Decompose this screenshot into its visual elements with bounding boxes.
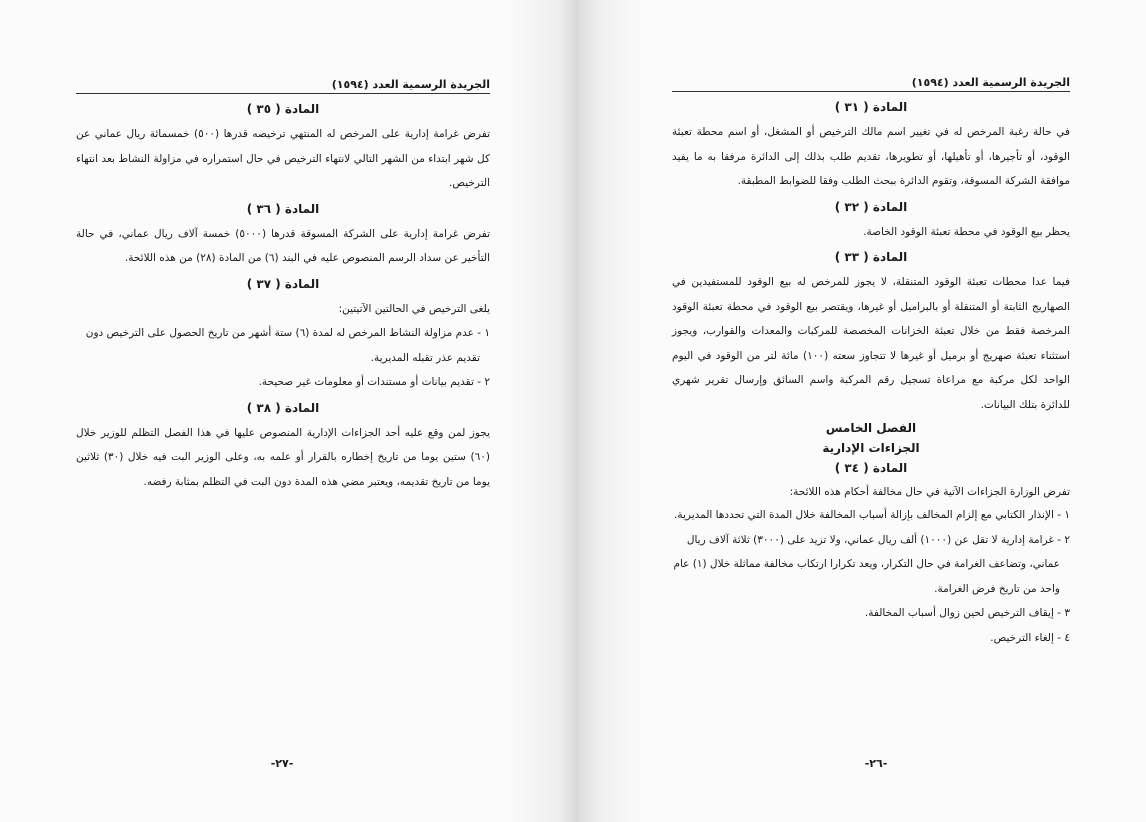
left-page-content [76, 78, 490, 494]
running-header: الجريدة الرسمية العدد (١٥٩٤) [672, 76, 1070, 92]
article-33-title: المادة ( ٣٣ ) [834, 250, 908, 264]
article-34-item: ٤ - إلغاء الترخيص. [990, 631, 1070, 644]
article-35-text: تفرض غرامة إدارية على المرخص له المنتهي ترخيصه قدرها (٥٠٠) خمسمائة ريال عماني عن كل شهر ابتداء من الشهر التالي لانتهاء الترخيص في حال استمراره في مزاولة النشاط بعد انتهاء الترخيص. [76, 128, 490, 189]
article-34-item: ١ - الإنذار الكتابي مع إلزام المخالف بإزالة أسباب المخالفة خلال المدة التي تحددها المديرية. [674, 509, 1070, 521]
article-37-intro: يلغى الترخيص في الحالتين الآتيتين: [338, 302, 490, 315]
right-page [578, 0, 1146, 822]
article-38-text: يجوز لمن وقع عليه أحد الجزاءات الإدارية المنصوص عليها في هذا الفصل التظلم للوزير خلال (٦٠) ستين يوما من تاريخ إخطاره بالقرار أو علمه به، وعلى الوزير البت فيه خلال (٣٠) ثلاثين يوما من تاريخ تقديمه، ويعتبر مضي هذه المدة دون البت في التظلم بمثابة رفضه. [76, 426, 490, 488]
article-32-title: المادة ( ٣٢ ) [834, 199, 908, 214]
chapter-title: الجزاءات الإدارية [822, 441, 920, 455]
article-36-text: تفرض غرامة إدارية على الشركة المسوقة قدرها (٥٠٠٠) خمسة آلاف ريال عماني، في حالة التأخير عن سداد الرسم المنصوص عليه في البند (٦) من المادة (٢٨) من هذه اللائحة. [76, 227, 490, 264]
article-31-title: المادة ( ٣١ ) [834, 100, 908, 114]
page-number: -٢٦- [864, 757, 888, 770]
article-34-intro: تفرض الوزارة الجزاءات الآتية في حال مخالفة أحكام هذه اللائحة: [789, 486, 1070, 498]
article-32-text: يحظر بيع الوقود في محطة تعبئة الوقود الخاصة. [863, 225, 1070, 238]
article-37-item: ٢ - تقديم بيانات أو مستندات أو معلومات غير صحيحة. [258, 376, 490, 388]
running-header: الجريدة الرسمية العدد (١٥٩٤) [76, 78, 490, 94]
article-37-title: المادة ( ٣٧ ) [246, 276, 320, 291]
article-38-title: المادة ( ٣٨ ) [246, 400, 320, 415]
chapter-heading: الفصل الخامس [825, 421, 917, 435]
article-35-title: المادة ( ٣٥ ) [246, 102, 320, 116]
article-34-item: ٢ - غرامة إدارية لا تقل عن (١٠٠٠) ألف ريال عماني، ولا تزيد على (٣٠٠٠) ثلاثة آلاف ريال عماني، وتضاعف الغرامة في حال التكرار، ويعد تكرارا ارتكاب مخالفة مماثلة خلال (١) عام واحد من تاريخ فرض الغرامة. [673, 533, 1070, 595]
article-36-title: المادة ( ٣٦ ) [246, 201, 320, 216]
article-33-text: فيما عدا محطات تعبئة الوقود المتنقلة، لا يجوز للمرخص له بيع الوقود للمستفيدين في الصهاريج الثابتة أو المتنقلة أو بالبراميل أو غيرها، ويقتصر بيع الوقود في محطة تعبئة الوقود المرخصة فقط من خلال تعبئة الخزانات المخصصة للمركبات والمعدات والقوارب، ويجوز استثناء تعبئة صهريج أو برميل أو غيرها لا تتجاوز سعته (١٠٠) مائة لتر من الوقود في اليوم الواحد لكل مركبة مع مراعاة تسجيل رقم المركبة واسم السائق وإرسال تقرير شهري للدائرة بتلك البيانات. [672, 276, 1070, 411]
right-page-content [672, 76, 1070, 650]
article-34-item: ٣ - إيقاف الترخيص لحين زوال أسباب المخالفة. [864, 607, 1070, 619]
article-37-item: ١ - عدم مزاولة النشاط المرخص له لمدة (٦) ستة أشهر من تاريخ الحصول على الترخيص دون تقديم عذر تقبله المديرية. [85, 327, 490, 364]
article-31-text: في حالة رغبة المرخص له في تغيير اسم مالك الترخيص أو المشغل، أو اسم محطة تعبئة الوقود، أو تأجيرها، أو تأهيلها، أو تطويرها، تقديم طلب بذلك إلى الدائرة مرفقا به ما يفيد موافقة الشركة المسوقة، وتقوم الدائرة ببحث الطلب وفقا للضوابط المطبقة. [672, 126, 1070, 187]
article-34-title: المادة ( ٣٤ ) [834, 461, 908, 475]
page-number: -٢٧- [270, 757, 294, 770]
